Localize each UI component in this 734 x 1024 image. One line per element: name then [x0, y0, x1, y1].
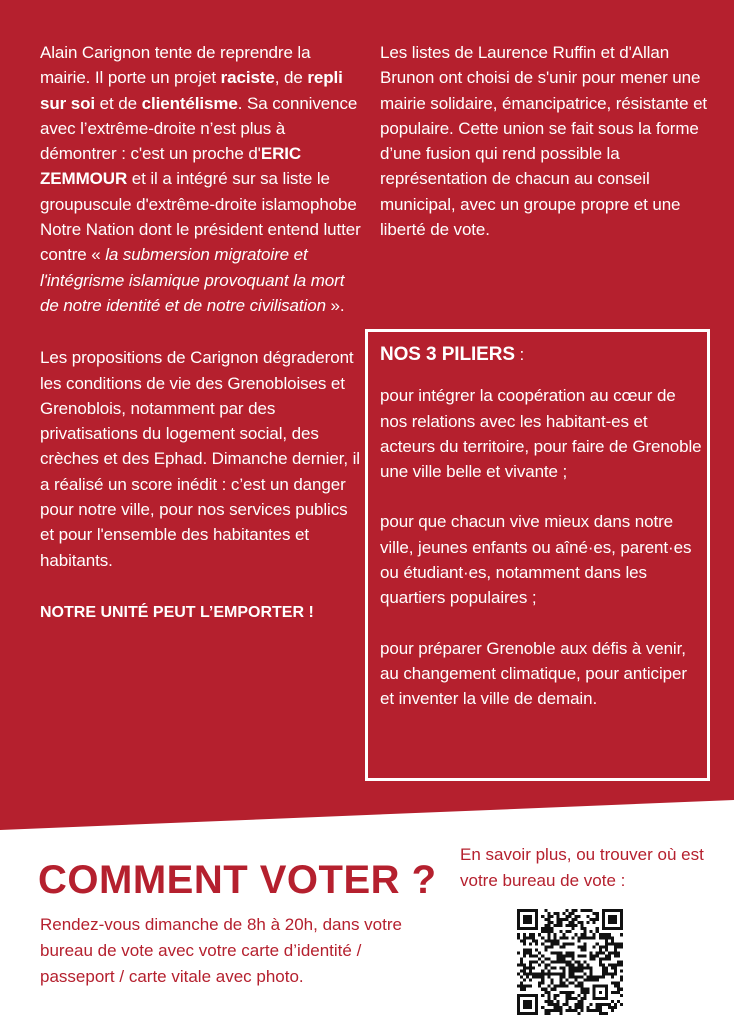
pillars-content — [380, 342, 702, 737]
text-segment: Alain Carignon tente de reprendre la mairie. Il porte un projet — [40, 43, 311, 88]
text-segment: et il a intégré sur sa liste le groupuscule d'extrême-droite islamophobe Notre Nation dont le président entend lutter contre « — [40, 169, 361, 265]
text-segment: et de — [95, 93, 142, 113]
how-to-vote-title: COMMENT VOTER ? — [38, 858, 437, 902]
left-column — [40, 40, 362, 625]
bold-repli-sur-soi: repli sur soi — [40, 68, 343, 113]
how-to-vote-text: Rendez-vous dimanche de 8h à 20h, dans votre bureau de vote avec votre carte d’identité / passeport / carte vitale avec photo. — [40, 915, 402, 986]
qr-code-icon[interactable] — [514, 906, 626, 1018]
pillar-2: pour que chacun vive mieux dans notre ville, jeunes enfants ou aîné·es, parent·es ou étudiant·es, notamment dans les quartiers populaires ; — [380, 512, 692, 608]
bold-clientelisme: clientélisme — [141, 93, 238, 113]
pillars-title-text: NOS 3 PILIERS — [380, 344, 515, 365]
bold-eric-zemmour: ERIC ZEMMOUR — [40, 144, 302, 189]
italic-quote: la submersion migratoire et l'intégrisme islamique provoquant la mort de notre identité et de notre civilisation — [40, 245, 345, 315]
pillars-title — [380, 342, 702, 367]
bold-raciste: raciste — [220, 68, 275, 88]
more-info-text: En savoir plus, ou trouver où est votre bureau de vote : — [460, 845, 704, 890]
carignon-paragraph — [40, 40, 362, 318]
propositions-paragraph: Les propositions de Carignon dégraderont les conditions de vie des Grenobloises et Grenoblois, notamment par des privatisations du logement social, des crèches et des Ephad. Dimanche dernier, il a réalisé un score inédit : c’est un danger pour notre ville, pour nos services publics et pour l'ensemble des habitantes et habitants. — [40, 348, 360, 570]
pillars-title-colon: : — [514, 345, 525, 364]
text-segment: . Sa connivence avec l’extrême-droite n’est plus à démontrer : c'est un proche d' — [40, 93, 358, 164]
pillar-1: pour intégrer la coopération au cœur de nos relations avec les habitant-es et acteurs du territoire, pour faire de Grenoble une ville belle et vivante ; — [380, 386, 702, 482]
text-segment: , de — [274, 68, 308, 88]
unity-slogan: NOTRE UNITÉ PEUT L’EMPORTER ! — [40, 603, 314, 621]
pillar-3: pour préparer Grenoble aux défis à venir, au changement climatique, pour anticiper et inventer la ville de demain. — [380, 638, 687, 709]
right-column — [380, 40, 710, 242]
text-segment: ». — [325, 295, 345, 315]
union-paragraph: Les listes de Laurence Ruffin et d'Allan Brunon ont choisi de s'unir pour mener une mairie solidaire, émancipatrice, résistante et populaire. Cette union se fait sous la forme d’une fusion qui rend possible la représentation de chacun au conseil municipal, avec un groupe propre et une liberté de vote. — [380, 43, 708, 240]
